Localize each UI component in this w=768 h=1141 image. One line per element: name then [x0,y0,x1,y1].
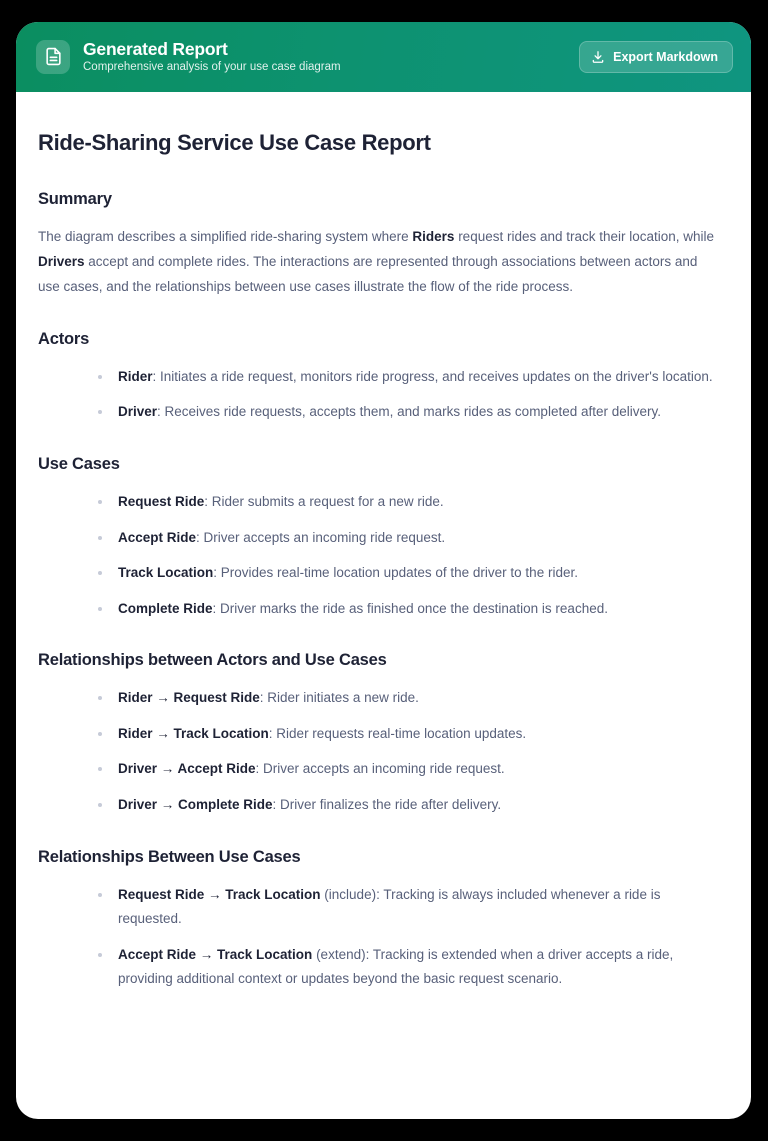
relationships-use-cases-list [98,883,717,992]
list-item-description: : Initiates a ride request, monitors ride progress, and receives updates on the driver's location. [152,368,713,384]
list-item [98,526,717,551]
header-title-group [83,39,341,75]
list-item-term: Rider → Request Ride [118,690,260,706]
list-item [98,597,717,622]
list-item-term: Request Ride [118,494,205,510]
list-item-description: : Driver finalizes the ride after delivery. [272,796,502,812]
list-item-term: Driver → Complete Ride [118,796,273,812]
list-item-description: : Driver marks the ride as finished once the destination is reached. [212,600,608,616]
list-item-description: : Driver accepts an incoming ride request. [196,529,446,545]
list-item [98,722,717,747]
section-heading-relationships-use-cases: Relationships Between Use Cases [38,847,301,866]
page-subtitle: Comprehensive analysis of your use case diagram [83,61,341,74]
page-title: Generated Report [83,39,228,60]
report-header [16,22,751,92]
download-icon [591,50,605,64]
list-item-description: : Rider initiates a new ride. [259,690,419,706]
list-item-description: : Driver accepts an incoming ride request. [255,761,505,777]
list-item-term: Complete Ride [118,600,213,616]
document-icon [36,40,70,74]
list-item [98,490,717,515]
list-item [98,561,717,586]
list-item-term: Driver → Accept Ride [118,761,256,777]
section-summary [36,190,717,300]
list-item-description: (extend): Tracking is extended when a driver accepts a ride, providing additional context or updates beyond the basic request scenario. [118,946,674,987]
actors-list [98,365,717,425]
list-item-term: Rider → Track Location [118,725,269,741]
list-item-description: (include): Tracking is always included whenever a ride is requested. [118,886,661,927]
relationships-actors-list [98,686,717,817]
section-relationships-between-use-cases [36,848,717,992]
list-item [98,400,717,425]
summary-paragraph: The diagram describes a simplified ride-sharing system where Riders request rides and track their location, while Drivers accept and complete rides. The interactions are represented through associations between actors and use cases, and the relationships between use cases illustrate the flow of the ride process. [38,229,715,294]
list-item [98,365,717,390]
report-title: Ride-Sharing Service Use Case Report [38,130,431,155]
list-item [98,943,717,992]
use-cases-list [98,490,717,621]
list-item-description: : Rider requests real-time location updates. [268,725,527,741]
section-heading-summary: Summary [38,190,112,208]
list-item-description: : Provides real-time location updates of the driver to the rider. [213,565,578,581]
list-item-term: Rider [118,368,153,384]
export-markdown-label: Export Markdown [613,50,718,64]
list-item-term: Track Location [118,565,214,581]
section-relationships-actors-use-cases [36,651,717,817]
list-item-term: Request Ride → Track Location [118,886,321,902]
section-use-cases [36,455,717,621]
list-item-term: Accept Ride [118,529,197,545]
list-item [98,757,717,782]
list-item-description: : Receives ride requests, accepts them, and marks rides as completed after delivery. [157,404,662,420]
list-item [98,883,717,932]
list-item [98,686,717,711]
list-item-term: Accept Ride → Track Location [118,946,313,962]
section-heading-use-cases: Use Cases [38,455,120,474]
section-heading-relationships-actors: Relationships between Actors and Use Cases [38,651,387,670]
section-actors [36,330,717,425]
list-item-term: Driver [118,404,158,420]
report-card [16,22,751,1119]
list-item-description: : Rider submits a request for a new ride. [204,494,444,510]
list-item [98,793,717,818]
header-left-group [36,39,579,75]
export-markdown-button[interactable] [579,41,733,73]
section-heading-actors: Actors [38,329,90,348]
report-body [16,92,751,1028]
